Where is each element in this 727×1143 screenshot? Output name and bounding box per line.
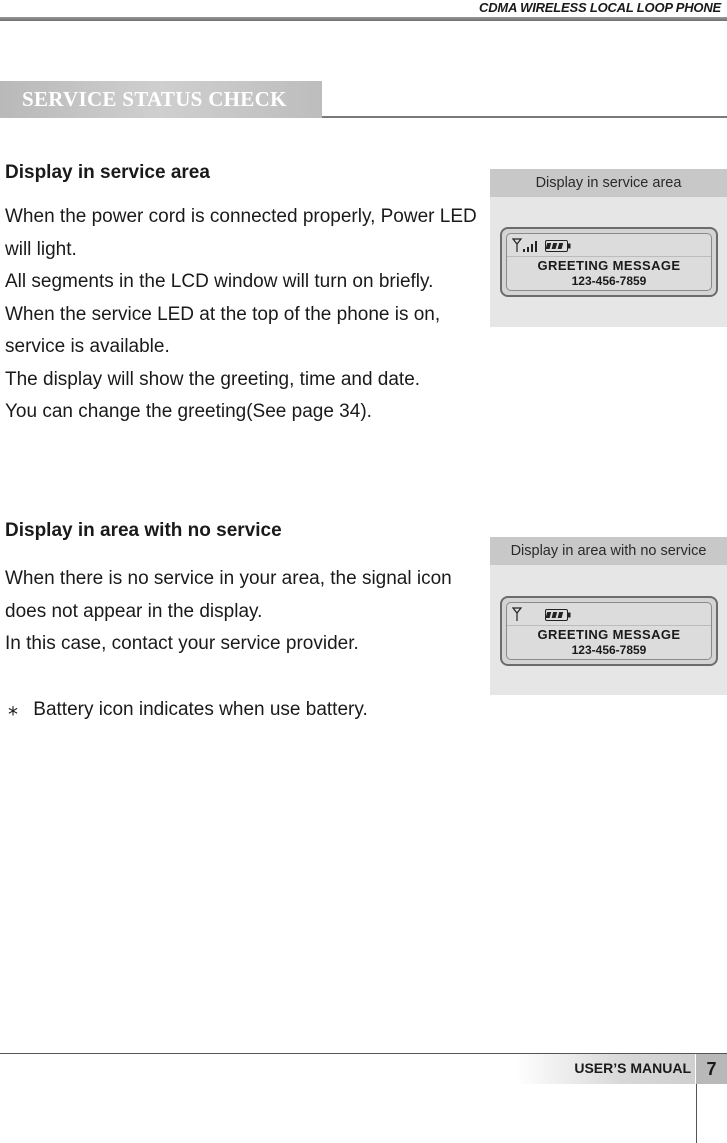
lcd-inner: [506, 233, 712, 291]
body-line: service is available.: [5, 336, 170, 357]
battery-icon: [545, 240, 571, 252]
lcd-inner: [506, 602, 712, 660]
body-line: When there is no service in your area, the signal icon: [5, 568, 452, 589]
footer-label: USER’S MANUAL: [574, 1060, 691, 1076]
header-rule: [0, 17, 727, 21]
lcd-status-row: [507, 603, 711, 626]
body-line: does not appear in the display.: [5, 600, 263, 622]
no-service-heading: Display in area with no service: [5, 520, 282, 541]
panel-caption: Display in service area: [490, 169, 727, 197]
lcd-status-row: [507, 234, 711, 257]
antenna-icon: [512, 606, 542, 622]
lcd-greeting: GREETING MESSAGE: [537, 258, 681, 273]
body-line: You can change the greeting(See page 34).: [5, 401, 372, 422]
section-title: SERVICE STATUS CHECK: [0, 81, 322, 118]
battery-note: [8, 696, 368, 721]
lcd-greeting: GREETING MESSAGE: [537, 627, 681, 642]
page-number: 7: [696, 1054, 727, 1084]
lcd-screen: [500, 227, 718, 297]
panel-caption: Display in area with no service: [490, 537, 727, 565]
lcd-screen: [500, 596, 718, 666]
service-area-heading: Display in service area: [5, 162, 210, 183]
body-line: All segments in the LCD window will turn on briefly.: [5, 271, 434, 292]
battery-note-text: Battery icon indicates when use battery.: [33, 699, 368, 720]
antenna-signal-bars-icon: [512, 237, 542, 253]
section-rule: [322, 116, 727, 118]
document-header-title: CDMA WIRELESS LOCAL LOOP PHONE: [479, 0, 721, 15]
lcd-phone-number: 123-456-7859: [571, 274, 647, 288]
lcd-phone-number: 123-456-7859: [571, 643, 647, 657]
no-service-display-panel: [490, 537, 727, 695]
body-line: In this case, contact your service provider.: [5, 633, 359, 654]
no-service-body: [5, 563, 452, 661]
body-line: When the service LED at the top of the phone is on,: [5, 303, 441, 325]
service-area-body: [5, 201, 477, 429]
service-area-display-panel: [490, 169, 727, 327]
body-line: When the power cord is connected properly, Power LED: [5, 206, 477, 227]
asterisk-icon: ⁎: [8, 698, 18, 720]
body-line: will light.: [5, 238, 77, 260]
footer-divider: [696, 1084, 697, 1143]
battery-icon: [545, 609, 571, 621]
body-line: The display will show the greeting, time and date.: [5, 368, 421, 390]
